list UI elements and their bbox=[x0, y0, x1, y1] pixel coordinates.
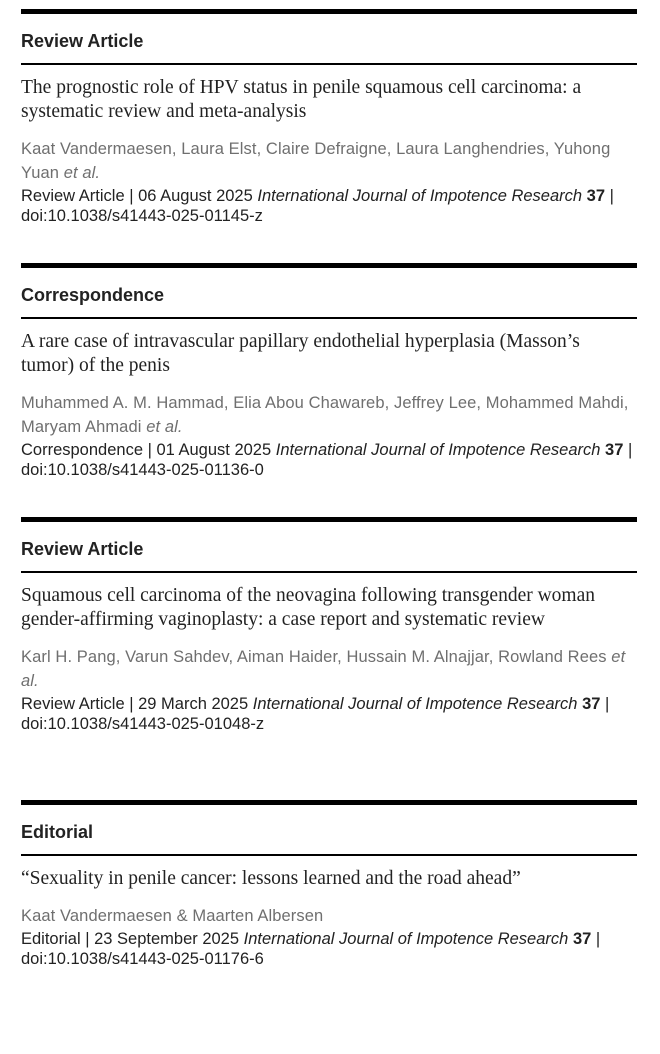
meta-type: Review Article bbox=[21, 695, 125, 713]
journal-volume: 37 bbox=[572, 930, 592, 948]
publication-date: 23 September 2025 bbox=[94, 930, 240, 948]
et-al: et al. bbox=[63, 164, 101, 182]
journal-name: International Journal of Impotence Research bbox=[257, 187, 583, 205]
article-title-link[interactable]: Squamous cell carcinoma of the neovagina following transgender woman gender-affirming vaginoplasty: a case report and systematic review bbox=[21, 585, 595, 630]
article-meta bbox=[21, 186, 637, 226]
journal-name: International Journal of Impotence Research bbox=[243, 930, 569, 948]
article-meta bbox=[21, 929, 637, 969]
meta-separator: | bbox=[600, 695, 610, 713]
meta-separator: | bbox=[605, 187, 614, 205]
article-meta bbox=[21, 694, 637, 734]
article-card bbox=[21, 9, 637, 263]
publication-date: 29 March 2025 bbox=[138, 695, 249, 713]
article-title-link[interactable]: “Sexuality in penile cancer: lessons learned and the road ahead” bbox=[21, 868, 521, 889]
publication-date: 06 August 2025 bbox=[138, 187, 253, 205]
meta-type: Review Article bbox=[21, 187, 125, 205]
author-list: Kaat Vandermaesen, Laura Elst, Claire Defraigne, Laura Langhendries, Yuhong Yuan bbox=[21, 140, 611, 182]
journal-name: International Journal of Impotence Research bbox=[252, 695, 578, 713]
article-authors bbox=[21, 137, 637, 185]
article-authors bbox=[21, 904, 637, 928]
article-authors bbox=[21, 391, 637, 439]
meta-separator: | bbox=[124, 695, 139, 713]
article-title-link[interactable]: A rare case of intravascular papillary endothelial hyperplasia (Masson’s tumor) of the penis bbox=[21, 331, 580, 376]
journal-name: International Journal of Impotence Research bbox=[275, 441, 601, 459]
publication-date: 01 August 2025 bbox=[156, 441, 272, 459]
meta-separator: | bbox=[124, 187, 139, 205]
doi: doi:10.1038/s41443-025-01145-z bbox=[21, 207, 263, 225]
doi: doi:10.1038/s41443-025-01136-0 bbox=[21, 461, 264, 479]
article-meta bbox=[21, 440, 637, 480]
meta-type: Correspondence bbox=[21, 441, 143, 459]
article-type-heading: Review Article bbox=[21, 522, 637, 573]
author-list: Kaat Vandermaesen & Maarten Albersen bbox=[21, 907, 324, 925]
meta-separator: | bbox=[623, 441, 633, 459]
article-card bbox=[21, 263, 637, 517]
author-list: Karl H. Pang, Varun Sahdev, Aiman Haider, Hussain M. Alnajjar, Rowland Rees bbox=[21, 648, 607, 666]
meta-separator: | bbox=[80, 930, 95, 948]
article-title-link[interactable]: The prognostic role of HPV status in penile squamous cell carcinoma: a systematic review and meta-analysis bbox=[21, 77, 582, 122]
et-al: et al. bbox=[21, 648, 626, 690]
journal-volume: 37 bbox=[582, 695, 601, 713]
meta-type: Editorial bbox=[21, 930, 81, 948]
journal-volume: 37 bbox=[586, 187, 606, 205]
article-card bbox=[21, 517, 637, 800]
article-type-heading: Editorial bbox=[21, 805, 637, 856]
meta-separator: | bbox=[143, 441, 157, 459]
author-list: Muhammed A. M. Hammad, Elia Abou Chawareb, Jeffrey Lee, Mohammed Mahdi, Maryam Ahmadi bbox=[21, 394, 629, 436]
article-type-heading: Correspondence bbox=[21, 268, 637, 319]
doi: doi:10.1038/s41443-025-01048-z bbox=[21, 715, 265, 733]
meta-separator: | bbox=[591, 930, 601, 948]
doi: doi:10.1038/s41443-025-01176-6 bbox=[21, 950, 264, 968]
article-list bbox=[21, 9, 637, 1054]
article-type-heading: Review Article bbox=[21, 14, 637, 65]
et-al: et al. bbox=[146, 418, 183, 436]
journal-volume: 37 bbox=[605, 441, 624, 459]
article-card bbox=[21, 800, 637, 1054]
article-authors bbox=[21, 645, 637, 693]
